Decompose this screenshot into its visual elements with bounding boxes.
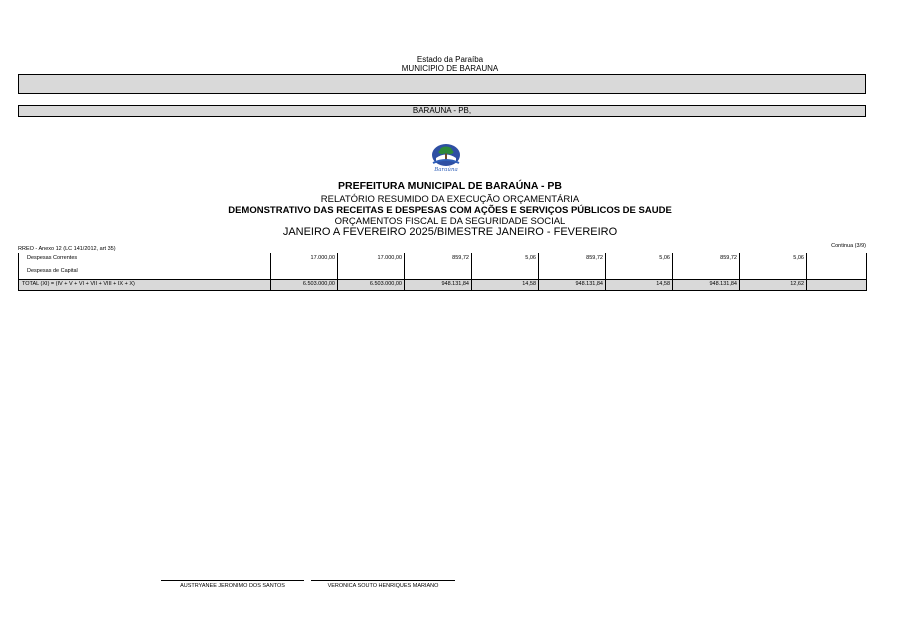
table-cell <box>807 266 867 279</box>
table-cell <box>807 253 867 266</box>
page-indicator: Continua (3/9) <box>831 243 866 249</box>
total-cell: 6.503.000,00 <box>271 279 338 290</box>
annex-reference: RREO - Anexo 12 (LC 141/2012, art 35) <box>18 246 116 252</box>
page-title: PREFEITURA MUNICIPAL DE BARAÚNA - PB <box>337 180 562 192</box>
demonstrative-title: DEMONSTRATIVO DAS RECEITAS E DESPESAS COM AÇÕES E SERVIÇOS PÚBLICOS DE SAUDE <box>228 205 672 216</box>
location-bar: BARAUNA - PB, <box>18 105 866 117</box>
table-cell <box>539 266 606 279</box>
total-row <box>19 279 867 290</box>
table-cell: 17.000,00 <box>338 253 405 266</box>
state-name: Estado da Paraíba <box>416 55 484 64</box>
blank-header-bar <box>18 74 866 94</box>
signatory-right: VERONICA SOUTO HENRIQUES MARIANO <box>327 583 439 589</box>
table-cell <box>606 266 673 279</box>
budget-scope: ORÇAMENTOS FISCAL E DA SEGURIDADE SOCIAL <box>334 216 566 227</box>
table-cell: 859,72 <box>405 253 472 266</box>
total-cell: 14,58 <box>472 279 539 290</box>
table-cell: 5,06 <box>472 253 539 266</box>
total-cell: 948.131,84 <box>539 279 606 290</box>
table-cell <box>740 266 807 279</box>
logo-text: Baraúna <box>434 167 458 173</box>
table-cell <box>271 266 338 279</box>
table-cell <box>673 266 740 279</box>
table-cell: 859,72 <box>539 253 606 266</box>
table-row <box>19 253 867 266</box>
row-label: Despesas de Capital <box>19 266 271 279</box>
signature-line-left <box>161 580 304 581</box>
table-cell: 859,72 <box>673 253 740 266</box>
total-cell <box>807 279 867 290</box>
table-cell <box>472 266 539 279</box>
table-row <box>19 266 867 279</box>
total-cell: 14,58 <box>606 279 673 290</box>
signatory-left: AUSTRYANEE JERONIMO DOS SANTOS <box>180 583 285 589</box>
total-cell: 948.131,84 <box>673 279 740 290</box>
table-cell: 5,06 <box>740 253 807 266</box>
total-cell: 6.503.000,00 <box>338 279 405 290</box>
period-title: JANEIRO A FEVEREIRO 2025/BIMESTRE JANEIRO - FEVEREIRO <box>282 226 618 238</box>
expenses-table <box>18 253 867 291</box>
signature-line-right <box>311 580 455 581</box>
table-cell <box>338 266 405 279</box>
total-cell: 12,62 <box>740 279 807 290</box>
total-label: TOTAL (XI) = (IV + V + VI + VII + VIII + IX + X) <box>19 279 271 290</box>
row-label: Despesas Correntes <box>19 253 271 266</box>
table-cell: 17.000,00 <box>271 253 338 266</box>
table-cell <box>405 266 472 279</box>
report-subtitle: RELATÓRIO RESUMIDO DA EXECUÇÃO ORÇAMENTÁRIA <box>320 194 580 205</box>
municipal-logo <box>428 141 464 173</box>
total-cell: 948.131,84 <box>405 279 472 290</box>
municipality-name: MUNICIPIO DE BARAUNA <box>401 64 499 73</box>
table-cell: 5,06 <box>606 253 673 266</box>
